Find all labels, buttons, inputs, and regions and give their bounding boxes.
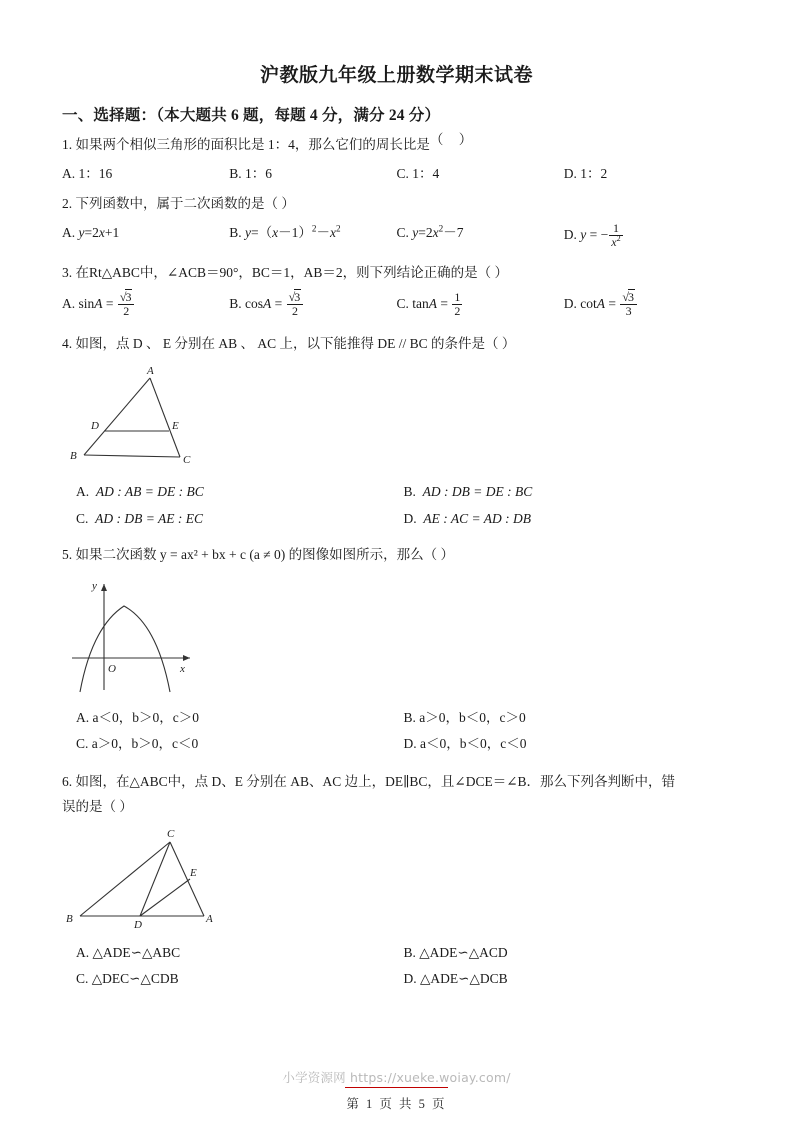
- question-2-stem: [62, 194, 731, 215]
- option-2-c[interactable]: C. $y=2x^2-7$: [396, 223, 464, 241]
- option-1-b[interactable]: B. 1：6: [229, 165, 273, 181]
- figure-label-B: B: [66, 913, 73, 926]
- option-5-b[interactable]: B. a＞0，b＜0，c＞0: [403, 709, 526, 725]
- option-6-c[interactable]: C. △DEC∽△CDB: [76, 971, 179, 987]
- question-5-text: 如果二次函数 y = ax² + bx + c (a ≠ 0) 的图像如图所示，那么（ ）: [75, 546, 455, 562]
- figure-label-A: A: [147, 365, 154, 378]
- figure-label-D: D: [91, 420, 99, 433]
- option-4-c[interactable]: C. AD : DB = AE : EC: [76, 510, 203, 526]
- footer-divider: [345, 1087, 448, 1088]
- figure-label-C: C: [183, 454, 191, 467]
- question-4-stem: [62, 334, 731, 355]
- question-4-number: 4.: [62, 336, 73, 352]
- question-6-number: 6.: [62, 774, 73, 790]
- option-6-d[interactable]: D. △ADE∽△DCB: [403, 971, 508, 987]
- question-2-text: 下列函数中，属于二次函数的是（ ）: [75, 196, 295, 212]
- origin-label-O: O: [108, 662, 116, 675]
- figure-label-E: E: [190, 867, 197, 880]
- option-5-a[interactable]: A. a＜0，b＞0，c＞0: [76, 709, 199, 725]
- question-5-stem: [62, 545, 731, 566]
- question-3-number: 3.: [62, 265, 73, 281]
- question-6-text-line1: 如图，在△ABC中，点 D、E 分别在 AB、AC 边上，DE∥BC，且∠DCE＝∠B．那么下列各判断中，错: [75, 774, 676, 790]
- site-watermark: 小学资源网 https://xueke.woiay.com/: [282, 1070, 511, 1085]
- question-4-options-row1: [62, 482, 731, 502]
- figure-label-B: B: [70, 450, 77, 463]
- option-3-c[interactable]: C. tanA = $\frac{1}{2}$: [396, 290, 461, 318]
- option-5-d[interactable]: D. a＜0，b＜0，c＜0: [403, 735, 527, 751]
- option-3-b[interactable]: B. cosA = $\frac{√3}{2}$: [229, 292, 396, 318]
- question-1-options: [62, 164, 731, 184]
- question-5-options-row1: [62, 708, 731, 728]
- question-2-options: [62, 223, 731, 249]
- question-4-text: 如图，点 D 、 E 分别在 AB 、 AC 上，以下能推得 DE // BC 的条件是（ ）: [75, 336, 516, 352]
- question-5-number: 5.: [62, 546, 73, 562]
- option-2-d[interactable]: D. y = − $\frac{1}{x^2}$: [563, 221, 621, 249]
- page-title: 沪教版九年级上册数学期末试卷: [259, 65, 533, 86]
- question-1-stem: [62, 132, 731, 156]
- option-2-b[interactable]: B. $y=(x-1)^2-x^2$: [229, 223, 341, 241]
- question-1-text: 如果两个相似三角形的面积比是 1：4，那么它们的周长比是: [75, 137, 430, 152]
- question-2-number: 2.: [62, 196, 73, 212]
- question-4-options-row2: [62, 509, 731, 529]
- option-1-d[interactable]: D. 1：2: [563, 165, 608, 181]
- question-1-number: 1.: [62, 137, 73, 152]
- figure-label-C: C: [167, 828, 175, 841]
- option-4-d[interactable]: D. AE : AC = AD : DB: [403, 510, 531, 526]
- option-3-a[interactable]: A. sinA = $\frac{√3}{2}$: [62, 292, 229, 318]
- section-heading: 一、选择题：（本大题共 6 题，每题 4 分，满分 24 分）: [62, 107, 441, 124]
- page-number-text: 第 1 页 共 5 页: [346, 1097, 447, 1111]
- question-6-figure: [62, 824, 731, 937]
- question-3-stem: [62, 263, 731, 284]
- question-6-options-row2: [62, 969, 731, 989]
- option-1-a[interactable]: A. 1：16: [62, 165, 113, 181]
- option-6-a[interactable]: A. △ADE∽△ABC: [76, 945, 181, 961]
- question-6-stem-line2: 误的是（ ）: [62, 799, 133, 815]
- question-3-text: 在Rt△ABC中，∠ACB＝90°，BC＝1，AB＝2，则下列结论正确的是（ ）: [75, 265, 509, 281]
- figure-label-D: D: [134, 919, 142, 932]
- option-4-a[interactable]: A. AD : AB = DE : BC: [76, 484, 204, 500]
- option-4-b[interactable]: B. AD : DB = DE : BC: [403, 484, 533, 500]
- question-4-figure: [62, 361, 731, 476]
- question-5-options-row2: [62, 734, 731, 754]
- question-6-stem-line1: [62, 772, 731, 793]
- axis-label-x: x: [180, 662, 185, 675]
- option-3-d[interactable]: D. cotA = $\frac{√3}{3}$: [564, 292, 731, 318]
- question-5-figure: [62, 572, 731, 702]
- option-6-b[interactable]: B. △ADE∽△ACD: [403, 945, 508, 961]
- question-1-blank: （ ）: [429, 132, 479, 147]
- figure-label-E: E: [172, 420, 179, 433]
- question-6-options-row1: [62, 943, 731, 963]
- option-1-c[interactable]: C. 1：4: [396, 165, 440, 181]
- axis-label-y: y: [92, 579, 97, 592]
- option-5-c[interactable]: C. a＞0，b＞0，c＜0: [76, 735, 199, 751]
- question-3-options: [62, 292, 731, 318]
- figure-label-A: A: [206, 913, 213, 926]
- option-2-a[interactable]: A. y=2x+1: [62, 225, 120, 241]
- page-footer: [0, 1094, 793, 1112]
